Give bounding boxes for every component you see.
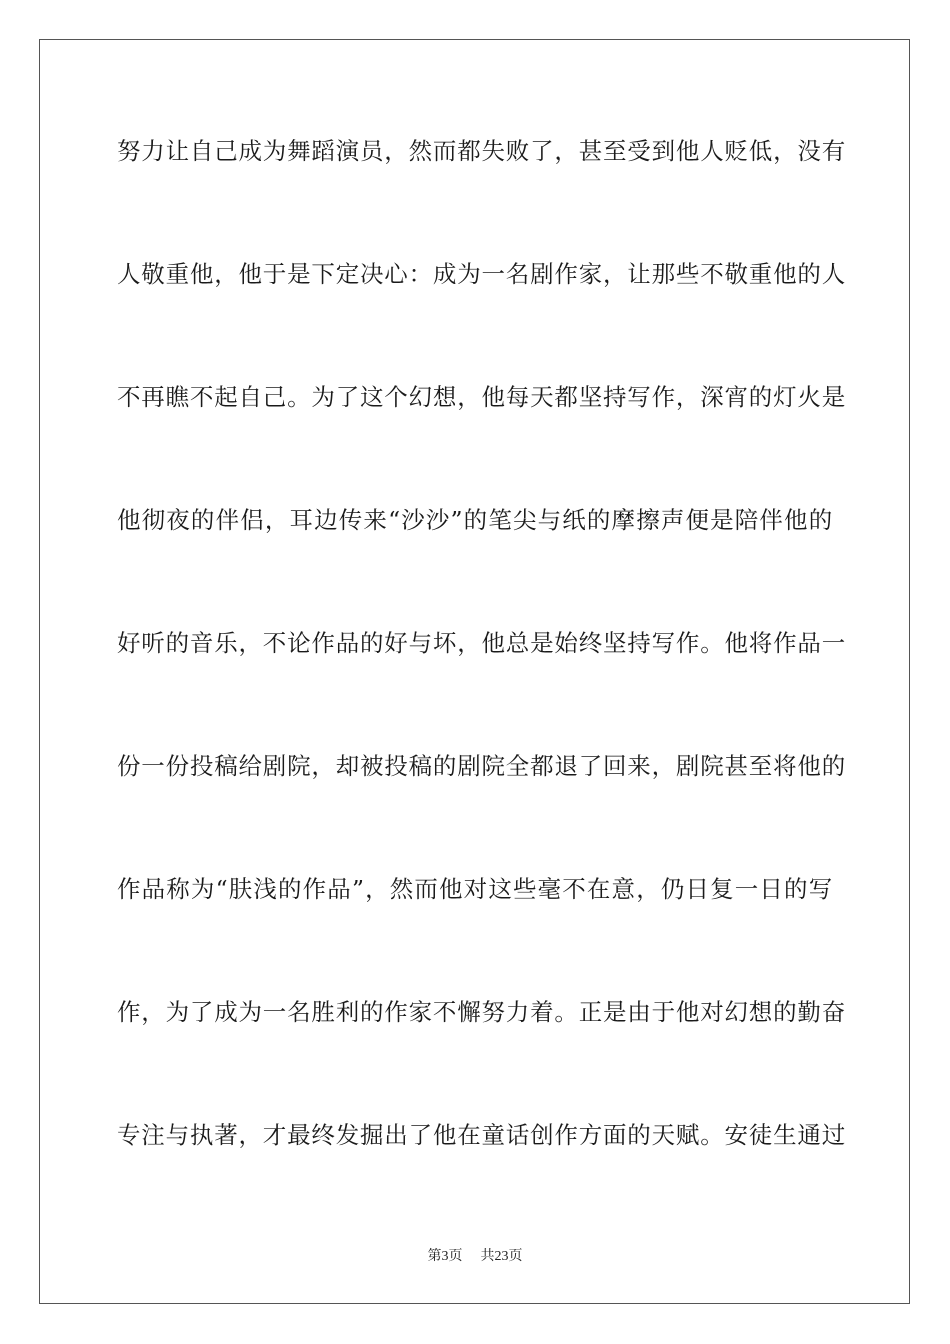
text-line: 不再瞧不起自己。为了这个幻想，他每天都坚持写作，深宵的灯火是	[117, 383, 846, 411]
text-line: 作，为了成为一名胜利的作家不懈努力着。正是由于他对幻想的勤奋	[117, 998, 846, 1026]
text-line: 好听的音乐，不论作品的好与坏，他总是始终坚持写作。他将作品一	[117, 629, 846, 657]
text-line: 份一份投稿给剧院，却被投稿的剧院全都退了回来，剧院甚至将他的	[117, 752, 846, 780]
page-number: 第3页	[427, 1249, 463, 1264]
text-line: 专注与执著，才最终发掘出了他在童话创作方面的天赋。安徒生通过	[117, 1121, 846, 1149]
page-footer	[0, 1245, 950, 1265]
page-total: 共23页	[480, 1249, 523, 1264]
text-line: 作品称为“肤浅的作品”，然而他对这些毫不在意，仍日复一日的写	[117, 875, 833, 903]
text-line: 人敬重他，他于是下定决心：成为一名剧作家，让那些不敬重他的人	[117, 260, 846, 288]
text-line: 努力让自己成为舞蹈演员，然而都失败了，甚至受到他人贬低，没有	[117, 137, 846, 165]
text-line: 他彻夜的伴侣，耳边传来“沙沙”的笔尖与纸的摩擦声便是陪伴他的	[117, 506, 833, 534]
